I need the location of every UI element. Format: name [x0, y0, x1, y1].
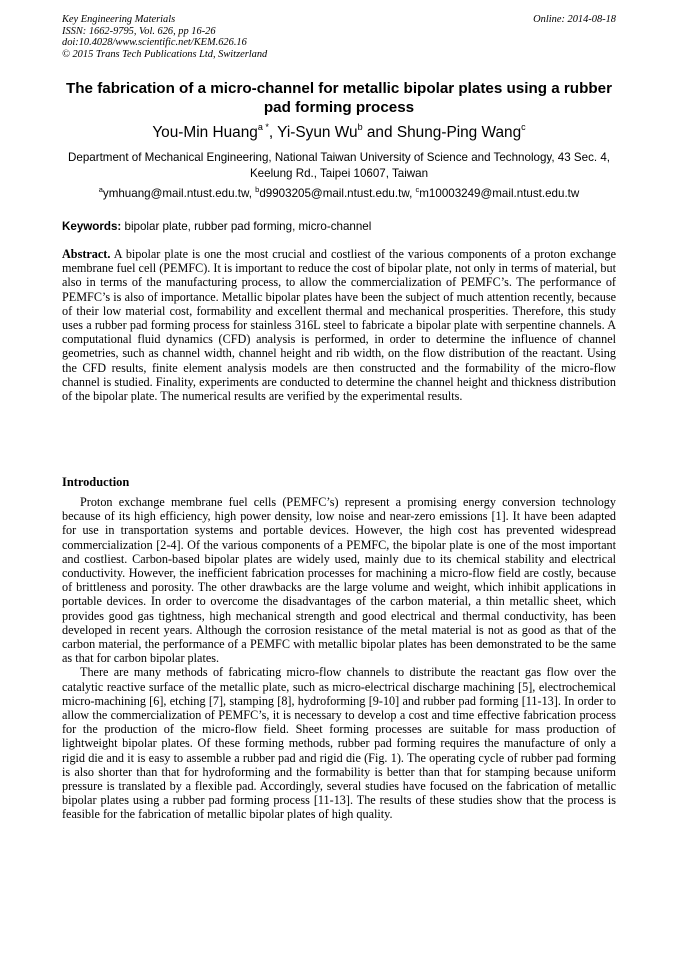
author-list [62, 123, 616, 143]
intro-paragraph: There are many methods of fabricating micro-flow channels to distribute the reactant gas flow over the catalytic reactive surface of the metallic plate, such as micro-electrical discharge machining [5], electrochemical micro-machining [6], etching [7], stamping [8], hydroforming [9-10] and rubber pad forming [11-13]. In order to allow the commercialization of PEMFC’s, it is necessary to develop a cost and time effective fabrication process for the production of the micro-flow field. Sheet forming processes are suitable for mass production of lightweight bipolar plates. Of these forming methods, rubber pad forming requires the manufacture of only a rigid die and it is easy to assemble a rubber pad and rigid die (Fig. 1). The operating cycle of rubber pad forming is also shorter than that for hydroforming and the formability is better than that for stamping because uniform pressure is translated by a flexible pad. Accordingly, several studies have focused on the fabrication of metallic bipolar plates using a rubber pad forming process [11-13]. The results of these studies show that the process is feasible for the fabrication of metallic bipolar plates of high quality. [62, 665, 616, 822]
author-name: Shung-Ping Wang [396, 124, 522, 141]
issn-line: ISSN: 1662-9795, Vol. 626, pp 16-26 [62, 25, 216, 37]
author-sup: b [357, 122, 363, 132]
keywords-label: Keywords: [62, 220, 122, 233]
author-name: Yi-Syun Wu [277, 124, 358, 141]
intro-paragraph: Proton exchange membrane fuel cells (PEMFC’s) represent a promising energy conversion technology because of its high efficiency, high power density, low noise and near-zero emissions [1]. It have been adapted for use in transportation systems and portable devices. However, the high cost has prevented widespread commercialization [2-4]. Of the various components of a PEMFC, the bipolar plate is one of the most important and costliest. Carbon-based bipolar plates are widely used, mainly due to its chemical stability and electrical conductivity. However, the inefficient fabrication processes for machining a micro-flow field are costly, because of brittleness and porosity. The other drawbacks are the large volume and weight, which inhibit applications in portable devices. In order to overcome the disadvantages of the carbon material, a thin metallic sheet, which provides good gas tightness, high mechanical strength and good electrical and thermal conductivity, has been developed in recent years. Although the corrosion resistance of the metal material is not as good as that of the carbon material, the performance of a PEMFC with metallic bipolar plates has been demonstrated to be the same as that for carbon bipolar plates. [62, 495, 616, 666]
author-sup: c [521, 122, 526, 132]
abstract-paragraph [62, 247, 616, 403]
introduction-body [62, 495, 616, 822]
author-separator: , [268, 124, 278, 141]
abstract-label: Abstract. [62, 247, 111, 261]
keywords-text: bipolar plate, rubber pad forming, micro-channel [121, 220, 372, 233]
online-date: Online: 2014-08-18 [533, 14, 616, 25]
copyright-line: © 2015 Trans Tech Publications Ltd, Switzerland [62, 48, 268, 60]
email-separator: , [409, 187, 416, 200]
email-address[interactable]: m10003249@mail.ntust.edu.tw [419, 187, 580, 200]
author-conjunction: and [362, 124, 397, 141]
keywords [62, 219, 616, 235]
journal-name: Key Engineering Materials [62, 14, 176, 25]
email-address[interactable]: d9903205@mail.ntust.edu.tw [259, 187, 410, 200]
email-address[interactable]: ymhuang@mail.ntust.edu.tw [102, 187, 249, 200]
author-sup: a * [257, 122, 269, 132]
abstract [62, 247, 616, 403]
author-name: You-Min Huang [152, 124, 258, 141]
email-sup: c [415, 185, 420, 194]
abstract-text: A bipolar plate is one the most crucial and costliest of the various components of a proton exchange membrane fuel cell (PEMFC). It is important to reduce the cost of bipolar plate, not only in terms of material, but also in terms of the manufacturing process, to allow the commercialization of PEMFC’s. The performance of PEMFC’s is also of importance. Metallic bipolar plates have been the subject of much attention recently, because of their low material cost, formability and excellent thermal and mechanical prosperities. Therefore, this study uses a rubber pad forming process for stainless 316L steel to fabricate a bipolar plate with serpentine channels. A computational fluid dynamics (CFD) analysis is performed, in order to determine the influence of channel geometries, such as channel width, channel height and rib width, on the flow distribution of the reactant. Using the CFD results, finite element analysis models are then constructed and the formability of the micro-flow channel is studied. Finality, experiments are conducted to determine the channel height and thickness distribution of the bipolar plate. The numerical results are verified by the experimental results. [62, 247, 616, 404]
email-sup: b [255, 185, 260, 194]
email-sup: a [98, 185, 103, 194]
doi-line: doi:10.4028/www.scientific.net/KEM.626.16 [62, 37, 247, 49]
journal-header [62, 14, 616, 60]
paper-title: The fabrication of a micro-channel for metallic bipolar plates using a rubber pad forming process [65, 80, 612, 116]
affiliation: Department of Mechanical Engineering, National Taiwan University of Science and Technology, 43 Sec. 4, Keelung Rd., Taipei 10607, Taiwan [68, 151, 610, 180]
email-separator: , [248, 187, 256, 200]
section-heading-introduction: Introduction [62, 475, 130, 489]
email-list [62, 186, 616, 202]
